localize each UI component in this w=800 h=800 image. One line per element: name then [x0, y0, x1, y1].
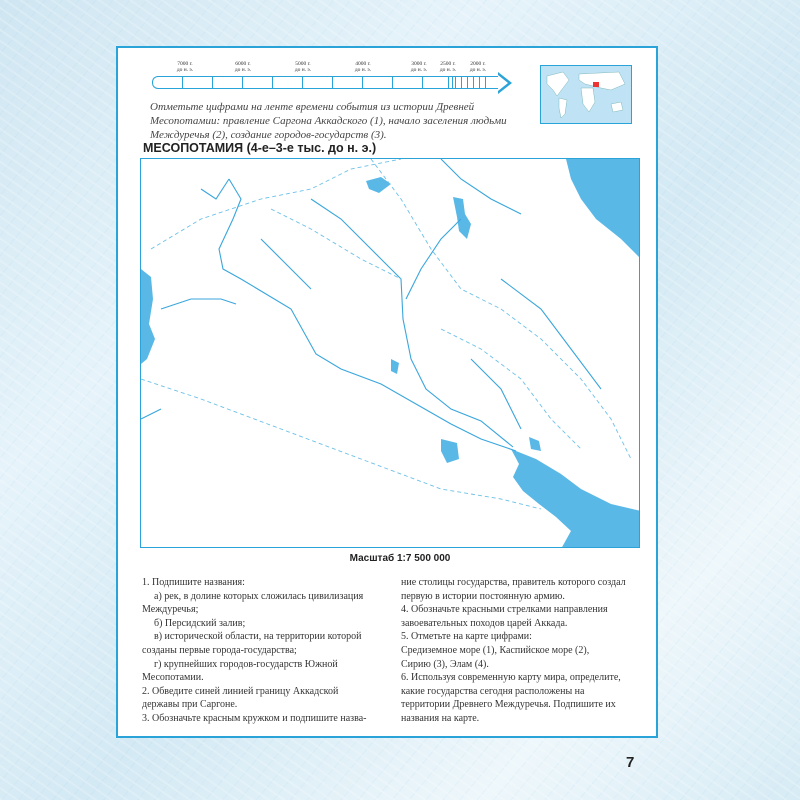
- timeline-tick: [448, 77, 449, 88]
- mediterranean-sea: [141, 269, 155, 364]
- timeline-tick: [392, 77, 393, 88]
- questions-right-column: [401, 576, 629, 726]
- page-number: 7: [626, 754, 635, 771]
- question-1: 1. Подпишите названия:: [142, 577, 245, 588]
- question-1c: в) исторической области, на территории которой созданы первые города-государства;: [142, 631, 362, 656]
- timeline-tick: [461, 77, 462, 88]
- timeline-tick: [212, 77, 213, 88]
- timeline-tick: [452, 77, 453, 88]
- caspian-sea: [566, 159, 640, 259]
- timeline-tick: [473, 77, 474, 88]
- world-locator-map: [540, 65, 632, 124]
- timeline-tick: [302, 77, 303, 88]
- questions-left-column: [142, 576, 370, 726]
- question-5-line2: Сирию (3), Элам (4).: [401, 658, 489, 670]
- persian-gulf: [511, 449, 640, 548]
- question-4: 4. Обозначьте красными стрелками направления завоевательных походов царей Аккада.: [401, 604, 608, 629]
- timeline-label: 2000 г. до н. э.: [469, 61, 487, 73]
- lake-urmia: [453, 197, 471, 239]
- timeline-tick: [332, 77, 333, 88]
- question-5-line1: Средиземное море (1), Каспийское море (2),: [401, 644, 590, 656]
- timeline-label: 6000 г. до н. э.: [234, 61, 252, 73]
- timeline-tick: [272, 77, 273, 88]
- map-scale: Масштаб 1:7 500 000: [349, 553, 451, 564]
- timeline-label: 4000 г. до н. э.: [354, 61, 372, 73]
- question-1d: г) крупнейших городов-государств Южной Месопотамии.: [142, 658, 338, 684]
- question-2: 2. Обведите синей линией границу Аккадской державы при Саргоне.: [142, 685, 339, 711]
- timeline-tick: [242, 77, 243, 88]
- timeline-label: 2500 г. до н. э.: [439, 61, 457, 73]
- question-3-cont: ние столицы государства, правитель которого создал первую в истории постоянную армию.: [401, 577, 626, 602]
- timeline-label: 5000 г. до н. э.: [294, 61, 312, 73]
- question-5: 5. Отметьте на карте цифрами:: [401, 631, 532, 643]
- timeline-tick: [467, 77, 468, 88]
- question-3: 3. Обозначьте красным кружком и подпишите назва-: [142, 712, 367, 724]
- question-1b: б) Персидский залив;: [154, 617, 246, 629]
- timeline-arrow-icon: [498, 72, 512, 94]
- timeline-tick: [182, 77, 183, 88]
- timeline-label: 3000 г. до н. э.: [410, 61, 428, 73]
- timeline-tick: [485, 77, 486, 88]
- question-1a: а) рек, в долине которых сложилась цивилизация Междуречья;: [142, 590, 364, 616]
- lake-van: [366, 177, 391, 193]
- euphrates-river: [219, 179, 516, 451]
- timeline-label: 7000 г. до н. э.: [176, 61, 194, 73]
- timeline-tick: [362, 77, 363, 88]
- timeline-tick: [455, 77, 456, 88]
- map-title: МЕСОПОТАМИЯ (4-е–3-е тыс. до н. э.): [143, 141, 377, 155]
- timeline-task-text: Отметьте цифрами на ленте времени события из истории Древней Месопотамии: правление Саргона Аккадского (1), начало заселения людьми Междуречья (2), создание городов-государств (3).: [150, 101, 507, 141]
- contour-map[interactable]: [140, 158, 640, 548]
- tigris-river: [311, 199, 513, 447]
- timeline-tick: [422, 77, 423, 88]
- question-6: 6. Используя современную карту мира, определите, какие государства сегодня расположены на территории Древнего Междуречья. Подпишите их названия на карте.: [401, 672, 621, 724]
- timeline-tick: [479, 77, 480, 88]
